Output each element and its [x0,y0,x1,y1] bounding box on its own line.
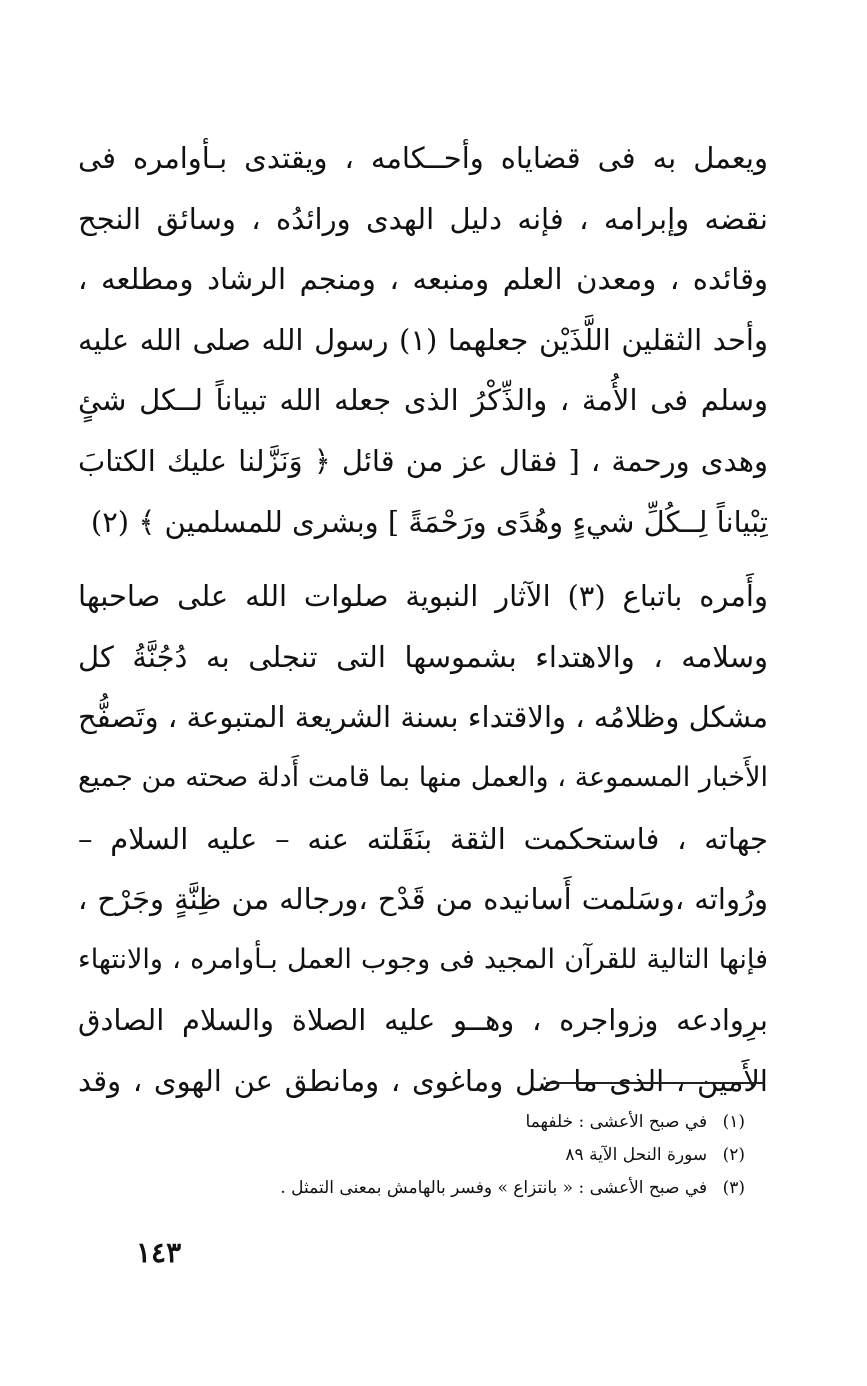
page-number: ١٤٣ [136,1236,182,1269]
footnote-item [185,1106,745,1139]
text-line: جهاته ، فاستحكمت الثقة بنَقَلته عنه – عليه السلام – [78,821,768,856]
text-line: مشكل وظلامُه ، والاقتداء بسنة الشريعة المتبوعة ، وتَصفُّح [78,700,768,735]
text-line: الأَخبار المسموعة ، والعمل منها بما قامت أَدلة صحته من جميع [78,761,768,793]
footnote-item [185,1172,745,1205]
paragraph [78,128,768,552]
footnote-number: (١) [722,1112,745,1132]
text-line: وسلامه ، والاهتداء بشموسها التى تنجلى به دُجُنَّةُ كل [78,639,768,674]
footnote-item [185,1139,745,1172]
text-line: وقائده ، ومعدن العلم ومنبعه ، ومنجم الرشاد ومطلعه ، [78,262,768,297]
paragraph [78,566,768,1111]
footnote-text: سورة النحل الآية ٨٩ [565,1145,708,1165]
text-line: ورُواته ،وسَلمت أَسانيده من قَدْح ،ورجاله من ظِنَّةٍ وجَرْح ، [78,882,768,917]
footnote-text: في صبح الأعشى : خلفهما [525,1112,708,1132]
footnote-text: في صبح الأعشى : « بانتزاع » وفسر بالهامش بمعنى التمثل . [280,1178,708,1198]
text-line: نقضه وإبرامه ، فإنه دليل الهدى ورائدُه ، وسائق النجح [78,201,768,236]
text-line: وسلم فى الأُمة ، والذِّكْرُ الذى جعله الله تبياناً لــكل شئٍ [78,383,768,418]
text-line: وأحد الثقلين اللَّذَيْن جعلهما (١) رسول الله صلى الله عليه [78,322,768,357]
text-line: وهدى ورحمة ، [ فقال عز من قائل ﴿ وَنَزَّلنا عليك الكتابَ [78,443,768,478]
body-text [78,128,768,1112]
footnote-number: (٢) [722,1145,745,1165]
text-line: الأَمين ، الذى ما ضل وماغوى ، ومانطق عن الهوى ، وقد [78,1063,768,1098]
text-line: وأَمره باتباع (٣) الآثار النبوية صلوات الله على صاحبها [78,579,768,614]
text-line: برِوادعه وزواجره ، وهــو عليه الصلاة والسلام الصادق [78,1003,768,1038]
footnote-number: (٣) [722,1178,745,1198]
text-line: ويعمل به فى قضاياه وأحــكامه ، ويقتدى بـأوامره فى [78,141,768,175]
text-line: تِبْياناً لِــكُلِّ شيءٍ وهُدًى ورَحْمَةً ] وبشرى للمسلمين ﴾ (٢) [90,504,768,539]
footnotes [185,1106,745,1205]
text-line: فإنها التالية للقرآن المجيد فى وجوب العمل بـأوامره ، والانتهاء [78,943,768,975]
footnote-divider [546,1082,764,1084]
